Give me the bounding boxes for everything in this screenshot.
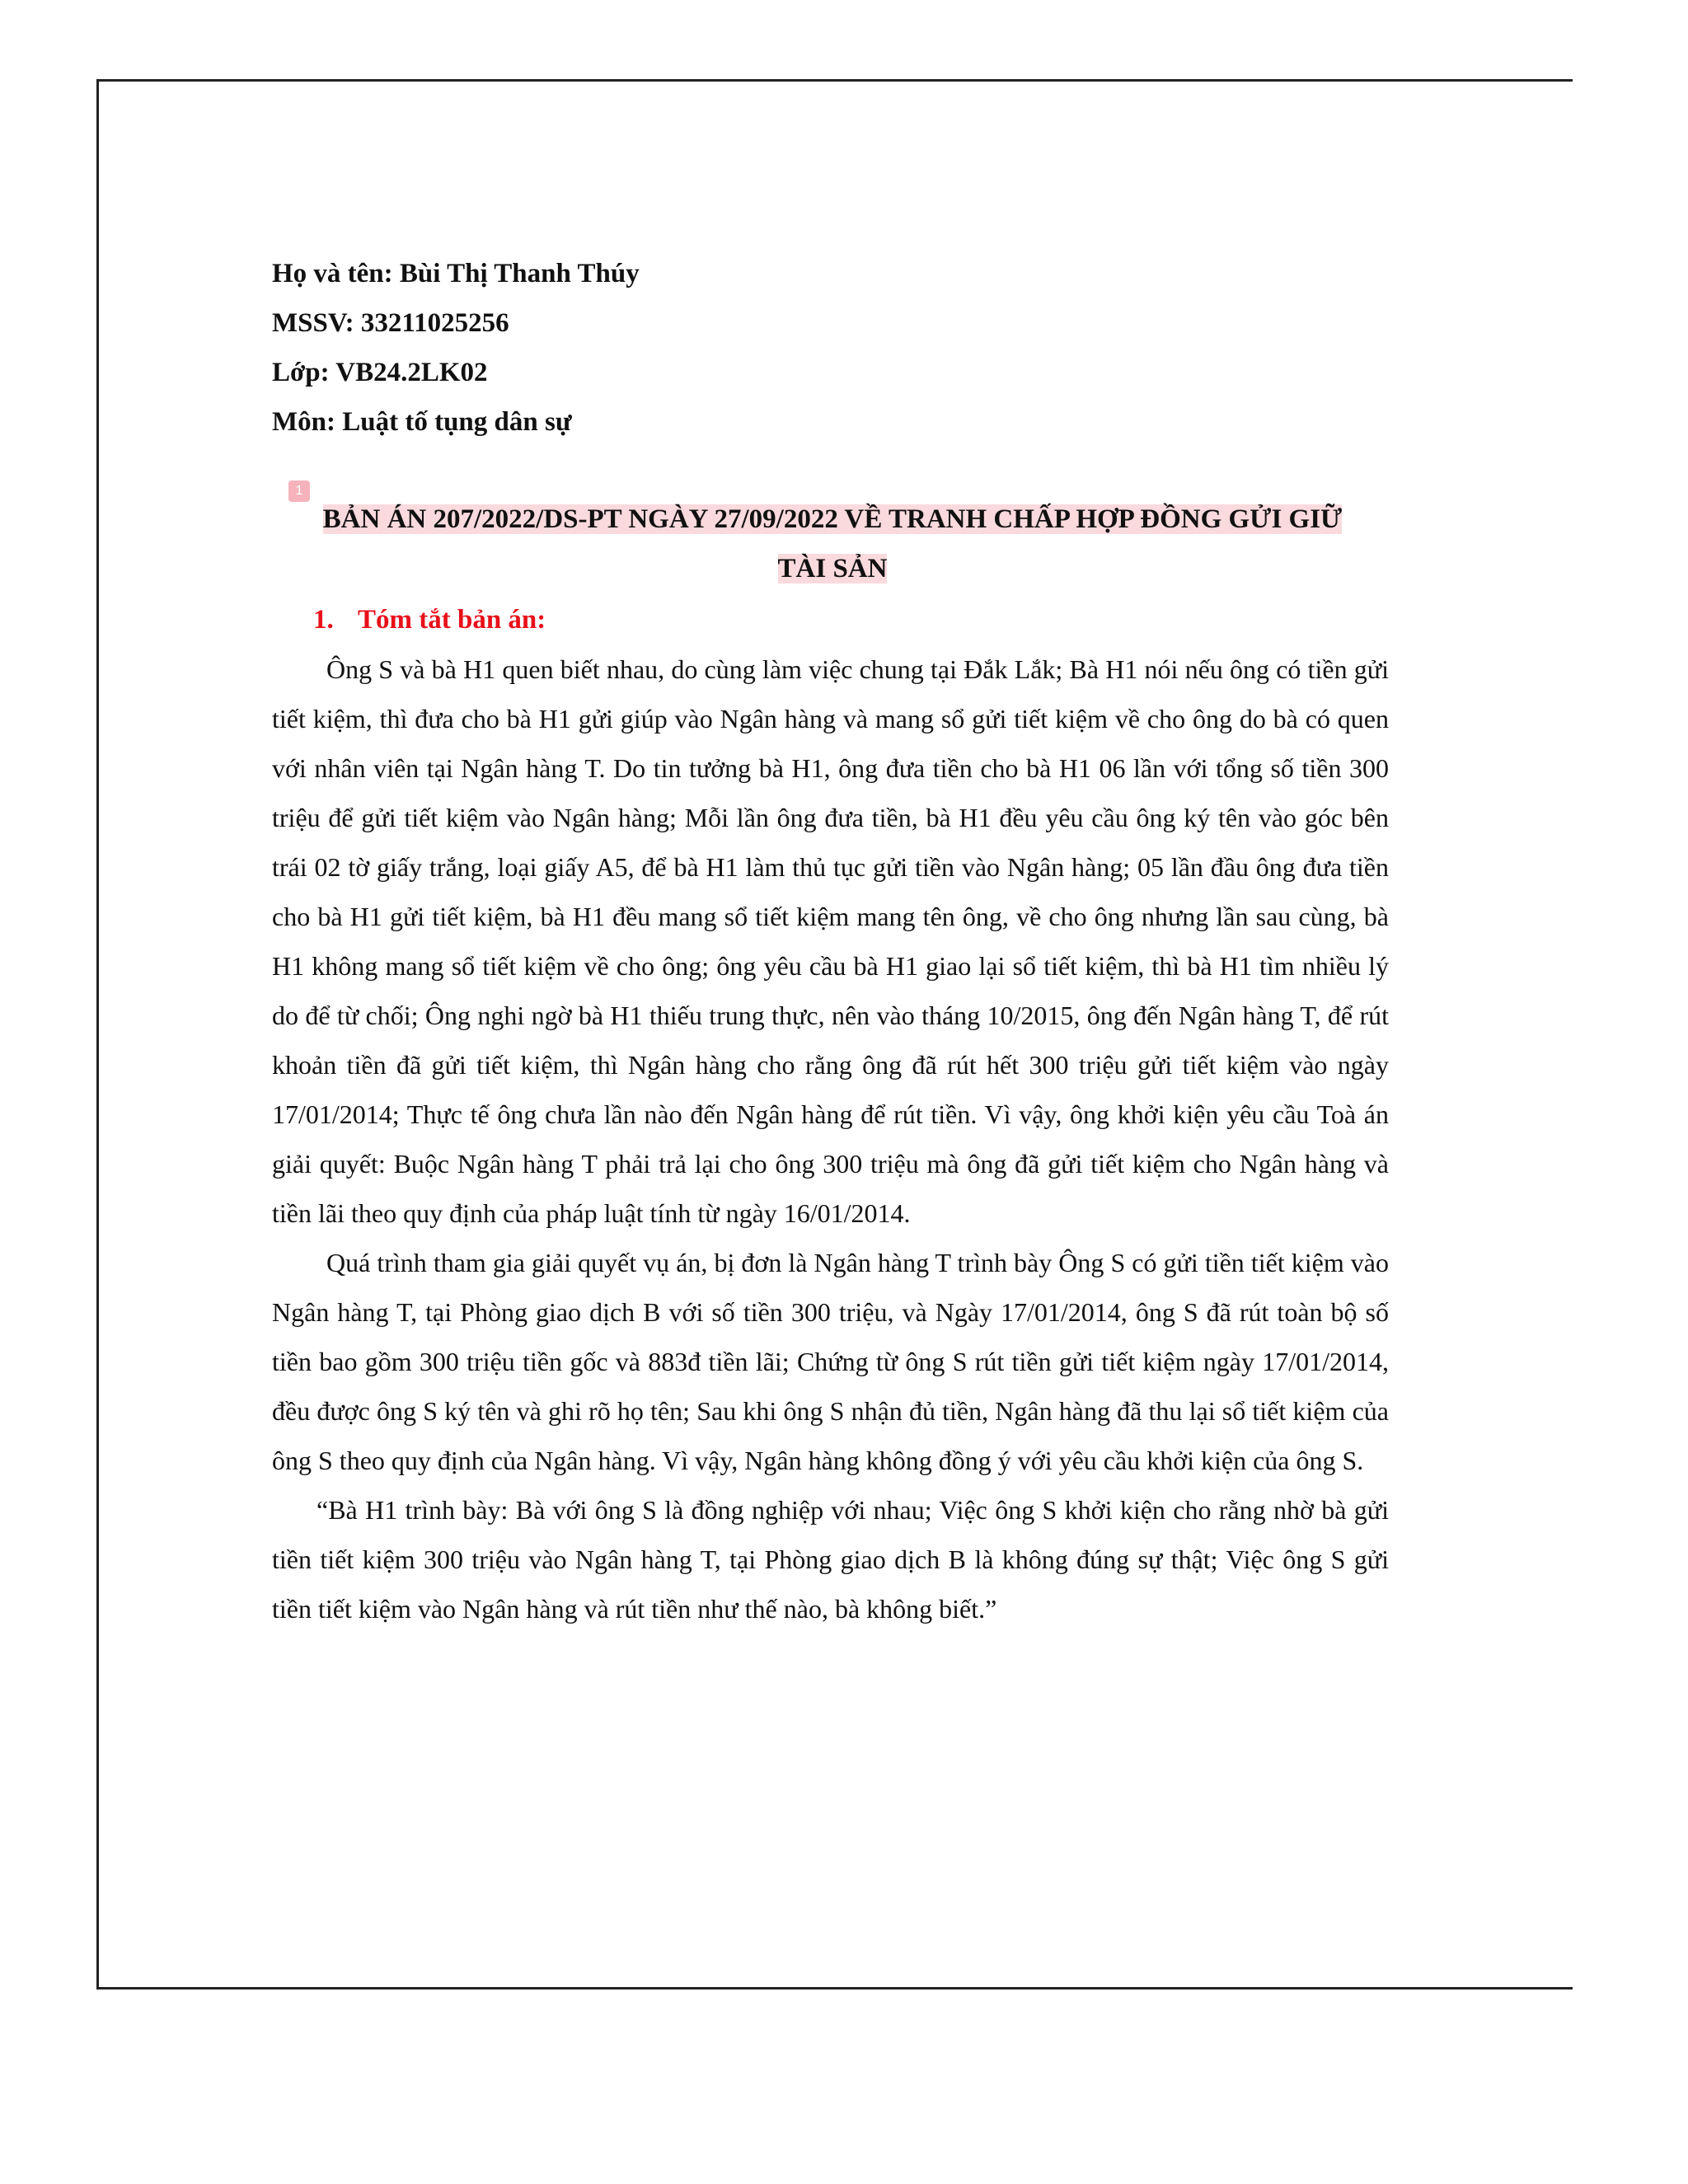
- case-title-line-1: BẢN ÁN 207/2022/DS-PT NGÀY 27/09/2022 VỀ TRANH CHẤP HỢP ĐỒNG GỬI GIỮ: [322, 504, 1343, 534]
- section-heading: [313, 595, 546, 644]
- case-title: [272, 494, 1393, 593]
- comment-marker-icon[interactable]: 1: [288, 480, 310, 502]
- section-title: Tóm tắt bản án:: [358, 605, 546, 635]
- student-info-block: [272, 249, 1426, 447]
- student-name-line: Họ và tên: Bùi Thị Thanh Thúy: [272, 259, 640, 288]
- paragraph-h1-statement: “Bà H1 trình bày: Bà với ông S là đồng nghiệp với nhau; Việc ông S khởi kiện cho rằng nhờ bà gửi tiền tiết kiệm 300 triệu vào Ngân hàng T, tại Phòng giao dịch B là không đúng sự thật; Việc ông S gửi tiền tiết kiệm vào Ngân hàng và rút tiền như thế nào, bà không biết.”: [272, 1495, 1389, 1624]
- section-number: 1.: [313, 605, 334, 635]
- paragraph-plaintiff-claim: Ông S và bà H1 quen biết nhau, do cùng làm việc chung tại Đắk Lắk; Bà H1 nói nếu ông có tiền gửi tiết kiệm, thì đưa cho bà H1 gửi giúp vào Ngân hàng và mang sổ gửi tiết kiệm về cho ông do bà có quen với nhân viên tại Ngân hàng T. Do tin tưởng bà H1, ông đưa tiền cho bà H1 06 lần với tổng số tiền 300 triệu để gửi tiết kiệm vào Ngân hàng; Mỗi lần ông đưa tiền, bà H1 đều yêu cầu ông ký tên vào góc bên trái 02 tờ giấy trắng, loại giấy A5, để bà H1 làm thủ tục gửi tiền vào Ngân hàng; 05 lần đầu ông đưa tiền cho bà H1 gửi tiết kiệm, bà H1 đều mang sổ tiết kiệm mang tên ông, về cho ông nhưng lần sau cùng, bà H1 không mang sổ tiết kiệm về cho ông; ông yêu cầu bà H1 giao lại sổ tiết kiệm, thì bà H1 tìm nhiều lý do để từ chối; Ông nghi ngờ bà H1 thiếu trung thực, nên vào tháng 10/2015, ông đến Ngân hàng T, để rút khoản tiền đã gửi tiết kiệm, thì Ngân hàng cho rằng ông đã rút hết 300 triệu gửi tiết kiệm vào ngày 17/01/2014; Thực tế ông chưa lần nào đến Ngân hàng để rút tiền. Vì vậy, ông khởi kiện yêu cầu Toà án giải quyết: Buộc Ngân hàng T phải trả lại cho ông 300 triệu mà ông đã gửi tiết kiệm cho Ngân hàng và tiền lãi theo quy định của pháp luật tính từ ngày 16/01/2014.: [272, 654, 1389, 1228]
- student-id-line: MSSV: 33211025256: [272, 308, 509, 338]
- subject-line: Môn: Luật tố tụng dân sự: [272, 407, 572, 437]
- case-title-line-2: TÀI SẢN: [777, 554, 888, 583]
- student-class-line: Lớp: VB24.2LK02: [272, 358, 488, 387]
- paragraph-defendant-response: Quá trình tham gia giải quyết vụ án, bị đơn là Ngân hàng T trình bày Ông S có gửi tiền tiết kiệm vào Ngân hàng T, tại Phòng giao dịch B với số tiền 300 triệu, và Ngày 17/01/2014, ông S đã rút toàn bộ số tiền bao gồm 300 triệu tiền gốc và 883đ tiền lãi; Chứng từ ông S rút tiền gửi tiết kiệm ngày 17/01/2014, đều được ông S ký tên và ghi rõ họ tên; Sau khi ông S nhận đủ tiền, Ngân hàng đã thu lại sổ tiết kiệm của ông S theo quy định của Ngân hàng. Vì vậy, Ngân hàng không đồng ý với yêu cầu khởi kiện của ông S.: [272, 1248, 1389, 1475]
- case-summary-body: [272, 644, 1389, 1633]
